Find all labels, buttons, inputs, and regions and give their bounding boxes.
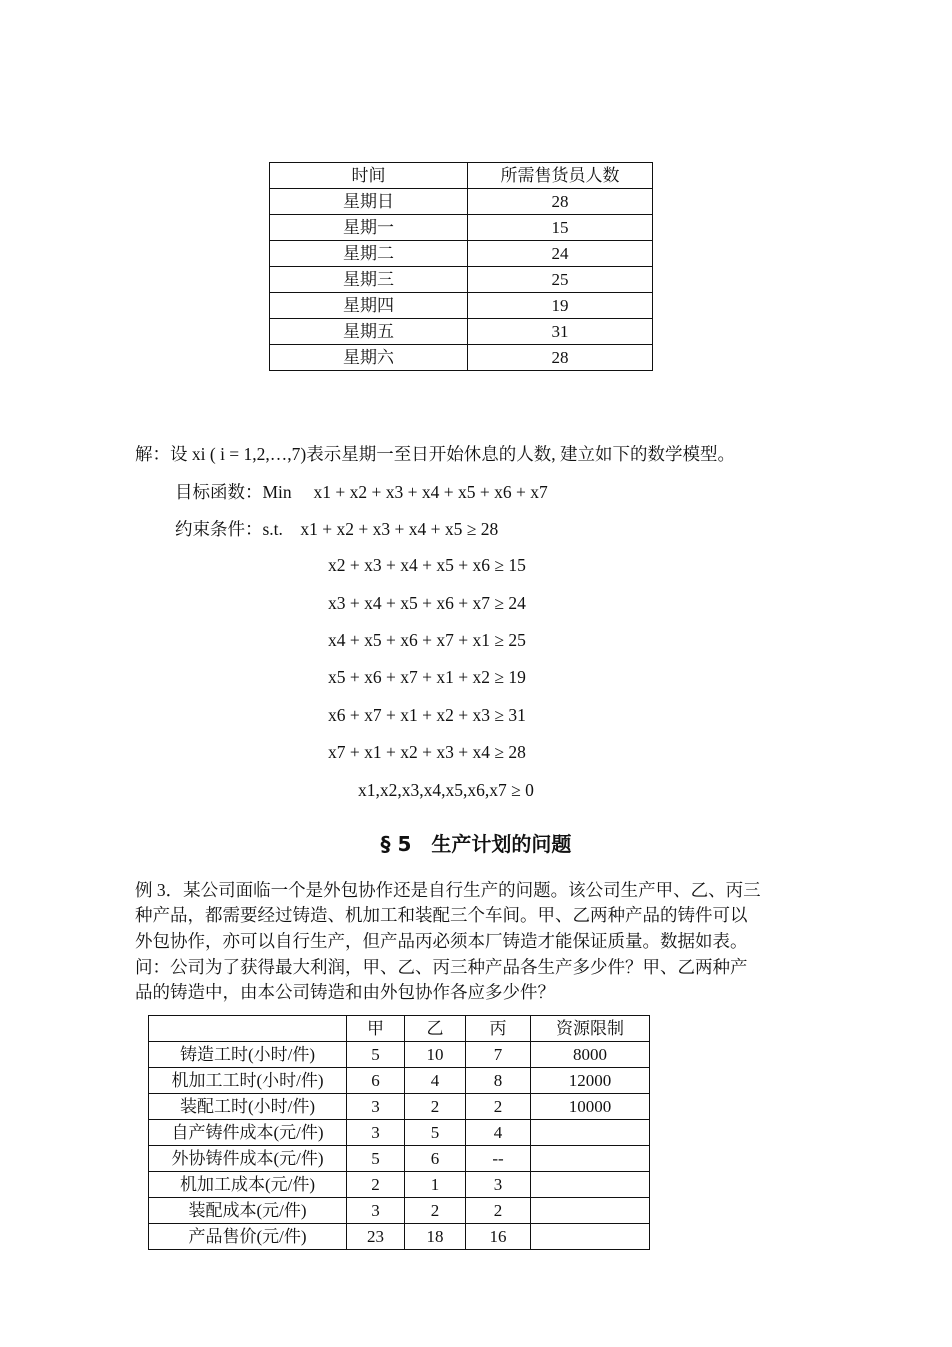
table-cell: 6 (347, 1068, 405, 1094)
constraint-line: x4 + x5 + x6 + x7 + x1 ≥ 25 (328, 630, 526, 650)
table-header-cell: 甲 (347, 1016, 405, 1042)
table-header-cell: 时间 (270, 163, 468, 189)
table-cell: 18 (405, 1224, 466, 1250)
table-row (270, 293, 653, 319)
constraint-line: x2 + x3 + x4 + x5 + x6 ≥ 15 (328, 555, 526, 575)
table-row (270, 345, 653, 371)
row-label-cell: 产品售价(元/件) (149, 1224, 347, 1250)
objective-function: 目标函数：Min x1 + x2 + x3 + x4 + x5 + x6 + x7 (175, 482, 548, 502)
table-row (149, 1120, 650, 1146)
count-cell: 31 (468, 319, 653, 345)
example-text-line: 种产品，都需要经过铸造、机加工和装配三个车间。甲、乙两种产品的铸件可以 (135, 905, 748, 925)
table-header-cell: 丙 (466, 1016, 531, 1042)
production-data-table (148, 1015, 650, 1250)
table-cell: 4 (405, 1068, 466, 1094)
day-cell: 星期日 (270, 189, 468, 215)
table-row (270, 189, 653, 215)
table-cell: 5 (347, 1042, 405, 1068)
table-cell: 2 (347, 1172, 405, 1198)
constraint-line: 约束条件：s.t. x1 + x2 + x3 + x4 + x5 ≥ 28 (175, 519, 499, 539)
section-title: § 5 生产计划的问题 (380, 832, 572, 856)
table-row (149, 1042, 650, 1068)
table-cell: 1 (405, 1172, 466, 1198)
staff-requirement-table (269, 162, 653, 371)
table-cell (531, 1146, 650, 1172)
table-cell: 23 (347, 1224, 405, 1250)
table-cell (531, 1120, 650, 1146)
row-label-cell: 铸造工时(小时/件) (149, 1042, 347, 1068)
table-cell (531, 1172, 650, 1198)
row-label-cell: 自产铸件成本(元/件) (149, 1120, 347, 1146)
table-cell: -- (466, 1146, 531, 1172)
table-cell: 5 (405, 1120, 466, 1146)
table-cell: 3 (347, 1198, 405, 1224)
row-label-cell: 机加工成本(元/件) (149, 1172, 347, 1198)
day-cell: 星期四 (270, 293, 468, 319)
count-cell: 19 (468, 293, 653, 319)
row-label-cell: 机加工工时(小时/件) (149, 1068, 347, 1094)
day-cell: 星期一 (270, 215, 468, 241)
count-cell: 28 (468, 345, 653, 371)
table-row (149, 1172, 650, 1198)
table-cell: 10000 (531, 1094, 650, 1120)
table-cell: 6 (405, 1146, 466, 1172)
table-cell: 8 (466, 1068, 531, 1094)
constraint-line: x6 + x7 + x1 + x2 + x3 ≥ 31 (328, 705, 526, 725)
table-cell: 2 (405, 1198, 466, 1224)
table-row (270, 241, 653, 267)
table-cell: 7 (466, 1042, 531, 1068)
day-cell: 星期六 (270, 345, 468, 371)
constraint-line: x3 + x4 + x5 + x6 + x7 ≥ 24 (328, 593, 526, 613)
table-header-cell: 乙 (405, 1016, 466, 1042)
count-cell: 15 (468, 215, 653, 241)
example-text-line: 问：公司为了获得最大利润，甲、乙、丙三种产品各生产多少件？甲、乙两种产 (135, 957, 748, 977)
table-row (149, 1224, 650, 1250)
table-header-cell (149, 1016, 347, 1042)
row-label-cell: 外协铸件成本(元/件) (149, 1146, 347, 1172)
example-text-line: 例 3．某公司面临一个是外包协作还是自行生产的问题。该公司生产甲、乙、丙三 (135, 880, 761, 900)
row-label-cell: 装配成本(元/件) (149, 1198, 347, 1224)
table-row (149, 1094, 650, 1120)
table-cell: 3 (466, 1172, 531, 1198)
day-cell: 星期三 (270, 267, 468, 293)
table-cell: 8000 (531, 1042, 650, 1068)
constraint-line: x7 + x1 + x2 + x3 + x4 ≥ 28 (328, 742, 526, 762)
table-row (270, 215, 653, 241)
table-row (270, 267, 653, 293)
table-cell (531, 1224, 650, 1250)
day-cell: 星期二 (270, 241, 468, 267)
table-header-row (270, 163, 653, 189)
table-cell: 10 (405, 1042, 466, 1068)
table-cell (531, 1198, 650, 1224)
table-row (149, 1146, 650, 1172)
example-text-line: 品的铸造中，由本公司铸造和由外包协作各应多少件？ (135, 982, 555, 1002)
count-cell: 28 (468, 189, 653, 215)
table-cell: 2 (466, 1198, 531, 1224)
table-cell: 12000 (531, 1068, 650, 1094)
solution-intro: 解：设 xi ( i = 1,2,…,7)表示星期一至日开始休息的人数, 建立如下的数学模型。 (135, 444, 735, 464)
table-row (149, 1068, 650, 1094)
table-header-cell: 所需售货员人数 (468, 163, 653, 189)
row-label-cell: 装配工时(小时/件) (149, 1094, 347, 1120)
count-cell: 24 (468, 241, 653, 267)
table-row (149, 1198, 650, 1224)
table-row (270, 319, 653, 345)
table-cell: 3 (347, 1094, 405, 1120)
table-cell: 2 (466, 1094, 531, 1120)
day-cell: 星期五 (270, 319, 468, 345)
example-text-line: 外包协作，亦可以自行生产，但产品丙必须本厂铸造才能保证质量。数据如表。 (135, 931, 748, 951)
table-cell: 16 (466, 1224, 531, 1250)
count-cell: 25 (468, 267, 653, 293)
table-header-cell: 资源限制 (531, 1016, 650, 1042)
constraint-line: x5 + x6 + x7 + x1 + x2 ≥ 19 (328, 667, 526, 687)
table-header-row (149, 1016, 650, 1042)
table-cell: 2 (405, 1094, 466, 1120)
table-cell: 4 (466, 1120, 531, 1146)
table-cell: 5 (347, 1146, 405, 1172)
table-cell: 3 (347, 1120, 405, 1146)
nonnegativity-constraint: x1,x2,x3,x4,x5,x6,x7 ≥ 0 (358, 780, 534, 800)
